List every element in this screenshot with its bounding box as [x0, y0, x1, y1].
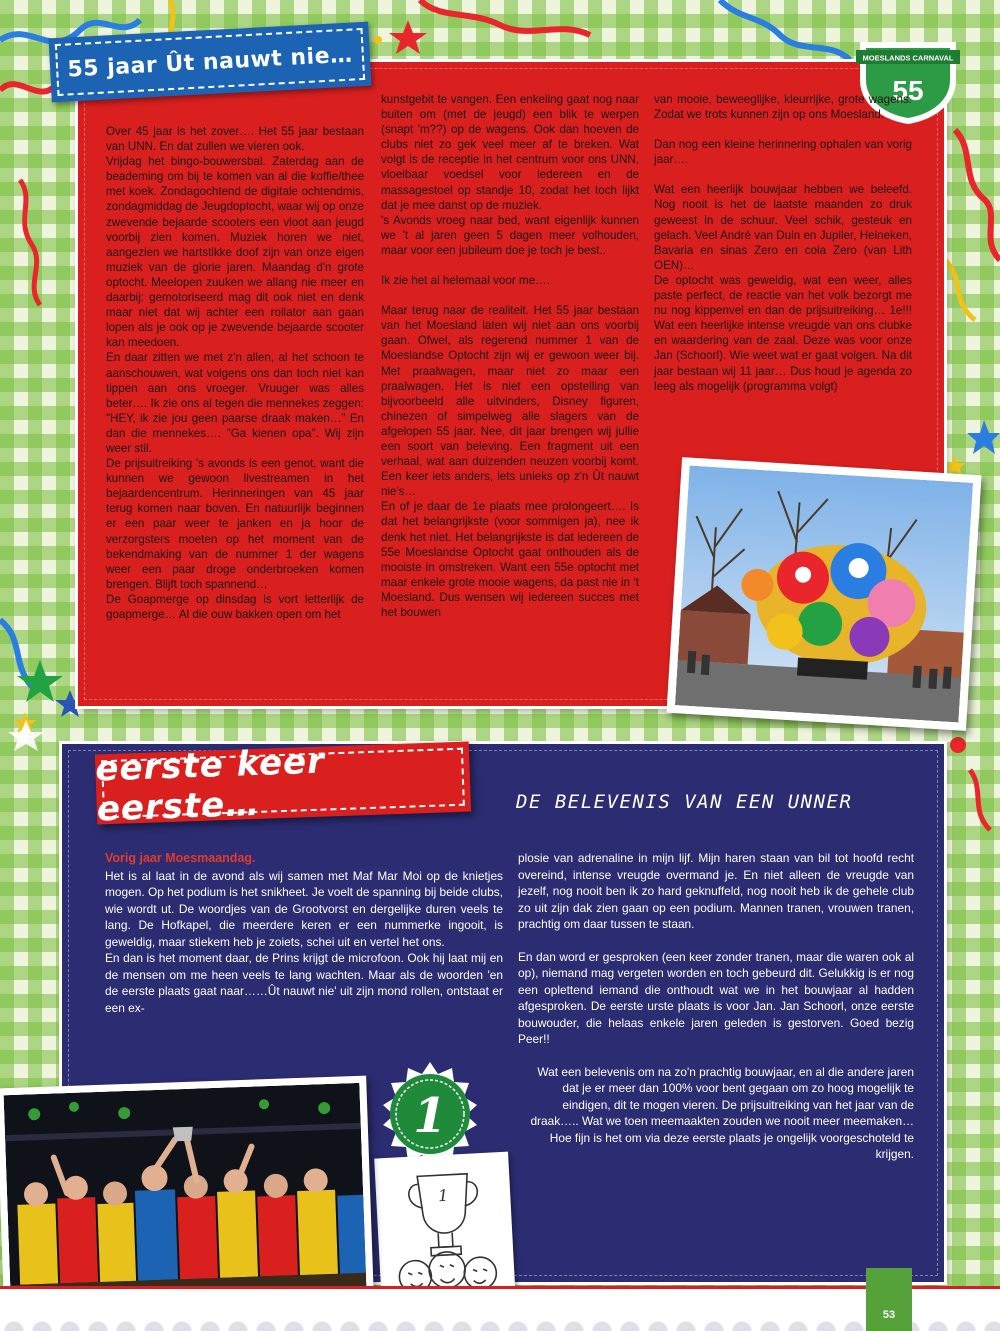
- article-1-column-1: [106, 124, 364, 622]
- lace-border: [0, 1286, 1000, 1331]
- paragraph: En dan is het moment daar, de Prins krijgt de microfoon. Ook hij laat mij en de mensen om me heen veels te lang wachten. Maar als de woorden 'en de eerste plaats gaat naar……Ût nauwt nie' uit zijn mond rollen, ontstaat er een ex-: [105, 951, 503, 1015]
- paragraph: Wat een belevenis om na zo'n prachtig bouwjaar, en al die andere jaren dat je er meer dan 100% voor bent gegaan om zo hoog mogelijk te eindigen, dit te mogen vieren. De prijsuitreiking van het jaar van de draak….. Wat we toen meemaakten zouden we nooit meer meemaken… Hoe fijn is het om via deze eerste plaats je ongelijk voorgeschoteld te krijgen.: [530, 1064, 914, 1161]
- headline-banner: [94, 741, 471, 830]
- article-2-column-2: [518, 850, 914, 1163]
- paragraph: kunstgebit te vangen. Een enkeling gaat nog naar buiten om (met de jeugd) een blik te werpen (snapt 'm??) op de wagens. Ook dan hoeven de clubs niet zo gek veel meer af te breken. Wat volgt is de receptie in het centrum voor ons UNN, vloeibaar voedsel voor iedereen en de massagestoel op standje 10, zodat het toch lijkt dat je mee danst op de muziek.: [381, 93, 639, 212]
- article-1-column-3: [654, 92, 912, 394]
- badge-label: MOESLANDS CARNAVAL: [862, 53, 954, 63]
- celebration-photo: [0, 1076, 374, 1307]
- article-headline: eerste keer eerste…: [94, 741, 326, 830]
- article-1-column-2: [381, 92, 639, 620]
- article-tagline: DE BELEVENIS VAN EEN UNNER: [516, 791, 853, 813]
- parade-float-photo: [666, 457, 981, 731]
- paragraph: En daar zitten we met z'n allen, al het schoon te aanschouwen, wat volgens ons dan toch niet kan tippen aan ons vroeger. Vruuger was alles beter…. Ik zie ons al tegen die mennekes zeggen: "HEY, ik zie jou geen paarse draak maken…" En dan die mennekes…. "Ga kienen opa". Wij zijn weer stil.: [106, 351, 364, 455]
- paragraph: De Goapmerge op dinsdag is vort letterlijk de goapmerge… Al die ouw bakken open om het: [106, 592, 364, 621]
- paragraph: Ik zie het al helemaal voor me….: [381, 274, 550, 288]
- trophy-number: 1: [437, 1185, 449, 1206]
- page-number: 53: [866, 1268, 912, 1331]
- paragraph: 's Avonds vroeg naar bed, want eigenlijk kunnen we 't al jaren geen 5 dagen meer volhouden, maar voor een jubileum doe je toch je best..: [381, 213, 639, 257]
- article-2-column-1: [105, 850, 503, 1016]
- celebration-image: [4, 1083, 367, 1299]
- paragraph: plosie van adrenaline in mijn lijf. Mijn haren staan van bil tot hoofd recht overeind, intense vreugde overmand je. En niet alleen de vreugde van jezelf, nog nooit ben ik zo hard geknuffeld, nog nooit heb ik de gehele club zo uit zijn dak zien gaan op een podium. Mannen tranen, vrouwen tranen, prachtig om daar tussen te staan.: [518, 851, 914, 931]
- page-title: 55 jaar Ût nauwt nie…: [66, 42, 354, 82]
- paragraph: Dan nog een kleine herinnering ophalen van vorig jaar….: [654, 138, 912, 167]
- paragraph: van mooie, beweeglijke, kleurrijke, grote wagens. Zodat we trots kunnen zijn op ons Moesland.: [654, 93, 912, 122]
- trophy-sketch: [374, 1152, 516, 1309]
- trophy-sketch-card: [374, 1152, 516, 1309]
- paragraph: En dan word er gesproken (een keer zonder tranen, maar die waren ook al op), niemand mag vergeten worden en toch gebeurd dit. Gelukkig is er nog een oplettend iemand die onthoudt wat we in het bouwjaar al hadden afgesproken. De eerste urste plaats is voor Jan. Jan Schoorl, onze eerste bouwouder, die helaas enkele jaren geleden is gestorven. Goed bezig Peer!!: [518, 949, 914, 1046]
- paragraph: En of je daar de 1e plaats mee prolongeert…. Is dat het belangrijkste (voor sommigen ja), nee ik denk het niet. Het belangrijkste is dat iedereen de 55e Moeslandse Optocht gaat onthouden als de mooiste in omstreken. Want een 55e optocht met maar enkele grote mooie wagens, da past nie in 't Moesland. Dus wensen wij iedereen succes met het bouwen: [381, 500, 639, 619]
- paragraph: Over 45 jaar is het zover…. Het 55 jaar bestaan van UNN. En dat zullen we vieren ook.: [106, 125, 364, 154]
- seal-number: 1: [413, 1088, 447, 1144]
- paragraph: De prijsuitreiking 's avonds is een genot, want die kunnen we gewoon livestreamen in het bejaardencentrum. Herinneringen van 45 jaar terug komen naar boven. En natuurlijk beginnen er een paar weer te janken en ja hoor de verzorgsters moeten op het moment van de bekendmaking van de nummer 1 der wagens weer een paar droge onderbroeken komen brengen. Blijft toch spannend…: [106, 457, 364, 591]
- paragraph: Vrijdag het bingo-bouwersbal. Zaterdag aan de beademing om bij te komen van al die koffie/thee met koek. Zondagochtend de digitale ochtendmis, zondagmiddag de Jeugdoptocht, waar wij op onze zwevende bejaarde scooters een vloot aan jeugd voorbij zien komen. Muziek horen we niet, aangezien we hartstikke doof zijn van onze eigen muziek van de glorie jaren. Maandag d'n grote optocht. Meelopen zuuken we allang nie meer en daarbij: gemotoriseerd mag dit ook niet en denk maar niet dat wij achter een rollator aan gaan lopen als je ook op je zwevende bejaarde scooter kan meedoen.: [106, 155, 364, 350]
- paragraph: Maar terug naar de realiteit. Het 55 jaar bestaan van het Moesland laten wij niet aan ons voorbij gaan. Ofwel, als regerend nummer 1 van de Moeslandse Optocht zijn wij er gewoon weer bij. Met praalwagen, maar niet zo maar een praalwagen. Het is niet een opstelling van bijvoorbeeld alle uitvinders, Disney figuren, chinezen of simpelweg alle slagers van de afgelopen 55 jaar. Nee, dit jaar brengen wij jullie een soort van beleving. Een fragment uit een verhaal, wat aan duizenden neuzen voorbij komt. Een keer iets anders, iets unieks op z'n Ût nauwt nie's…: [381, 304, 639, 499]
- badge-number: 55: [892, 75, 924, 106]
- first-place-seal: [376, 1060, 484, 1168]
- paragraph: De optocht was geweldig, wat een weer, alles paste perfect, de reactie van het volk bezorgt me nu nog kippenvel en dan de prijsuitreiking… 1e!!! Wat een heerlijke intense vreugde van ons clubke en waardering van de zaal. Deze was voor onze Jan (Schoorl). Wie weet wat er gaat volgen. Na dit jaar bestaan wij 11 jaar… Dus houd je agenda zo leeg als mogelijk (programma volgt): [654, 273, 912, 393]
- parade-float-image: [675, 466, 973, 723]
- paragraph: Het is al laat in de avond als wij samen met Maf Mar Moi op de knietjes mogen. Op het podium is het snikheet. Je voelt de spanning bij beide clubs, wie wordt ut. De woordjes van de Grootvorst en dergelijke duren veels te lang. De Hofkapel, die meerdere keren er een nummerke ingooit, is geweldig, maar stiekem heb je zoiets, schei uit en vertel het ons.: [105, 868, 503, 949]
- subheading: Vorig jaar Moesmaandag.: [105, 851, 256, 865]
- paragraph: Wat een heerlijk bouwjaar hebben we beleefd. Nog nooit is het de laatste maanden zo druk geweest in de schuur. Veel schik, gesteuk en gelach. Veel André van Duin en Jupiler, Heineken, Bavaria en sinas Zero en cola Zero (van Lith OEN)…: [654, 183, 912, 272]
